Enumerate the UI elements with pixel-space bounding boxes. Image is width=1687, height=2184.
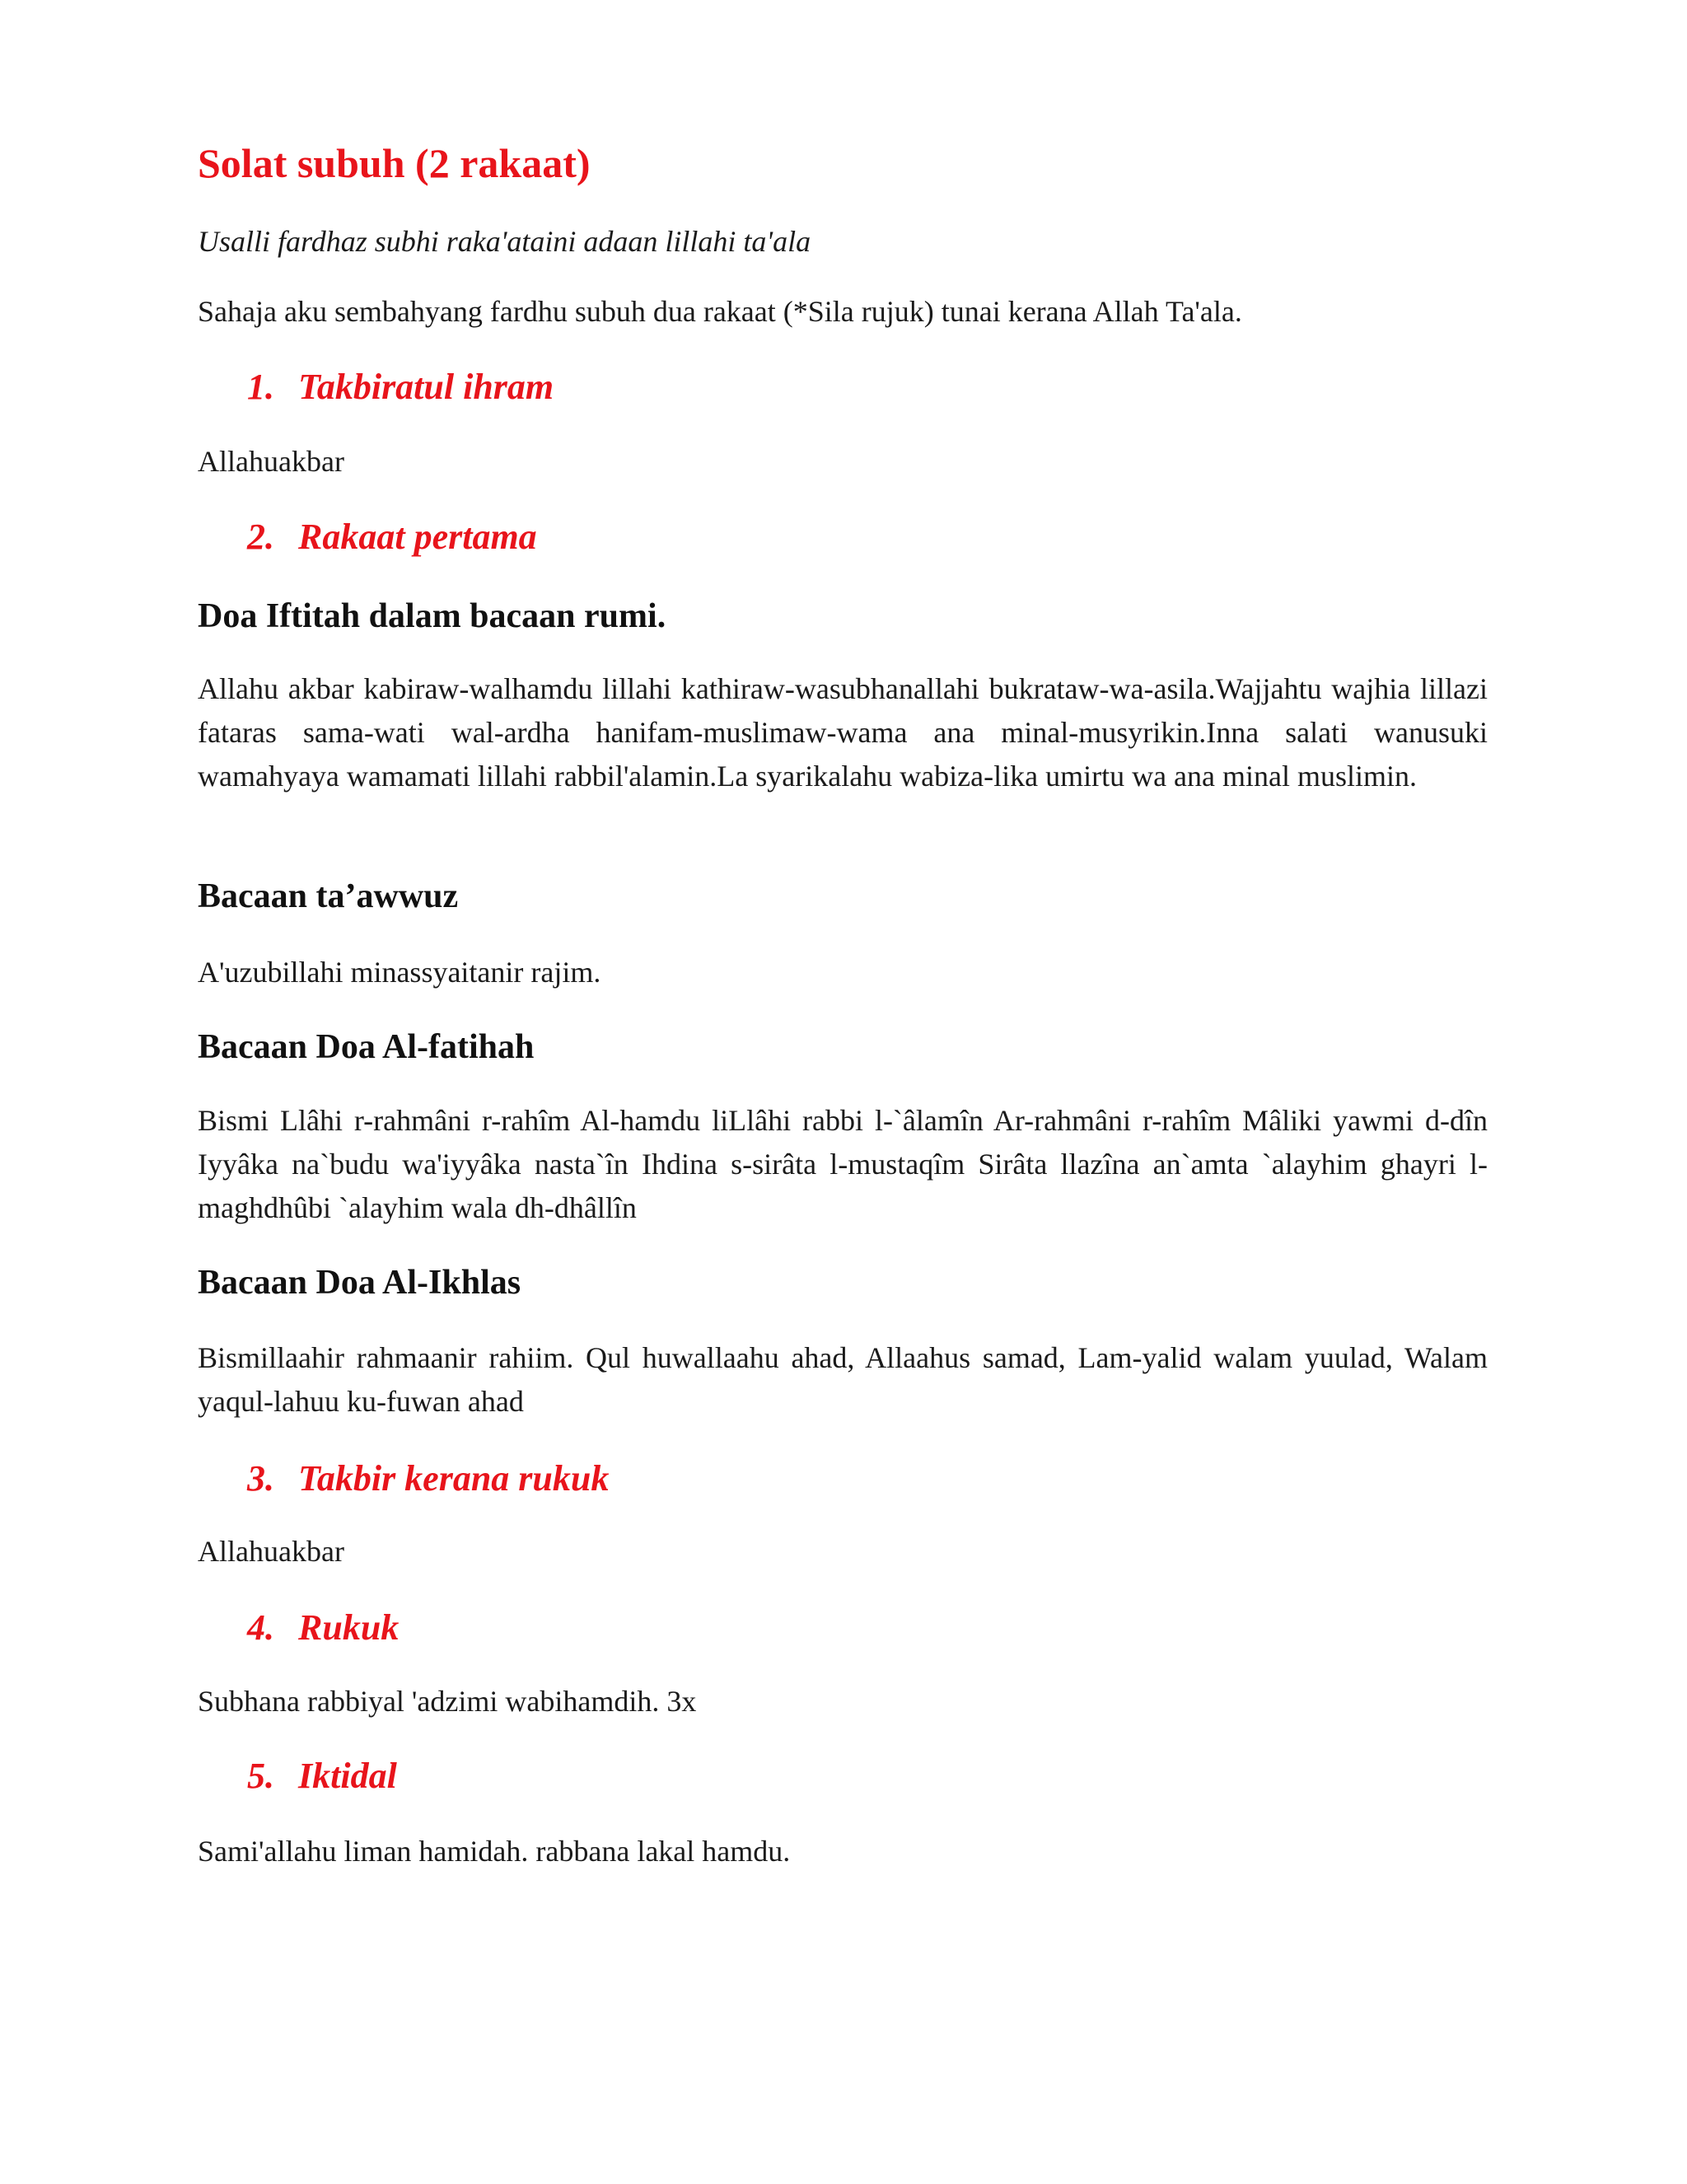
step-1-heading xyxy=(247,362,554,412)
step-4-heading xyxy=(247,1603,399,1653)
fatihah-text: Bismi Llâhi r-rahmâni r-rahîm Al-hamdu liLlâhi rabbi l-`âlamîn Ar-rahmâni r-rahîm Mâliki yawmi d-dîn Iyyâka na`budu wa'iyyâka nasta`în Ihdina s-sirâta l-mustaqîm Sirâta llazîna an`amta `alayhim ghayri l-maghdhûbi `alayhim wala dh-dhâllîn xyxy=(198,1104,1488,1224)
niat-meaning: Sahaja aku sembahyang fardhu subuh dua rakaat (*Sila rujuk) tunai kerana Allah Ta'ala. xyxy=(198,295,1242,328)
iftitah-text: Allahu akbar kabiraw-walhamdu lillahi kathiraw-wasubhanallahi bukrataw-wa-asila.Wajjahtu wajhia lillazi fataras sama-wati wal-ardha hanifam-muslimaw-wama ana minal-musyrikin.Inna salati wanusuki wamahyaya wamamati lillahi rabbil'alamin.La syarikalahu wabiza-lika umirtu wa ana minal muslimin. xyxy=(198,672,1488,793)
step-2-heading xyxy=(247,512,537,562)
step-5-heading xyxy=(247,1751,397,1801)
taawwuz-text: A'uzubillahi minassyaitanir rajim. xyxy=(198,956,601,989)
step-4-text: Subhana rabbiyal 'adzimi wabihamdih. 3x xyxy=(198,1685,697,1718)
step-number: 2. xyxy=(247,517,274,557)
step-label: Takbiratul ihram xyxy=(298,367,554,407)
step-5-text: Sami'allahu liman hamidah. rabbana lakal hamdu. xyxy=(198,1835,791,1868)
ikhlas-text: Bismillaahir rahmaanir rahiim. Qul huwallaahu ahad, Allaahus samad, Lam-yalid walam yuulad, Walam yaqul-lahuu ku-fuwan ahad xyxy=(198,1341,1488,1418)
step-number: 4. xyxy=(247,1607,274,1648)
step-number: 5. xyxy=(247,1756,274,1796)
step-label: Takbir kerana rukuk xyxy=(298,1458,610,1499)
niat-arabic-rumi: Usalli fardhaz subhi raka'ataini adaan lillahi ta'ala xyxy=(198,225,811,258)
step-number: 1. xyxy=(247,367,274,407)
step-3-heading xyxy=(247,1454,609,1504)
step-label: Rakaat pertama xyxy=(298,517,537,557)
iftitah-heading: Doa Iftitah dalam bacaan rumi. xyxy=(198,597,666,635)
step-3-text: Allahuakbar xyxy=(198,1535,344,1568)
taawwuz-heading: Bacaan ta’awwuz xyxy=(198,877,459,915)
step-label: Rukuk xyxy=(298,1607,400,1648)
step-label: Iktidal xyxy=(298,1756,397,1796)
step-number: 3. xyxy=(247,1458,274,1499)
page-title: Solat subuh (2 rakaat) xyxy=(198,140,591,186)
fatihah-heading: Bacaan Doa Al-fatihah xyxy=(198,1028,535,1066)
ikhlas-heading: Bacaan Doa Al-Ikhlas xyxy=(198,1264,521,1302)
step-1-text: Allahuakbar xyxy=(198,445,344,478)
